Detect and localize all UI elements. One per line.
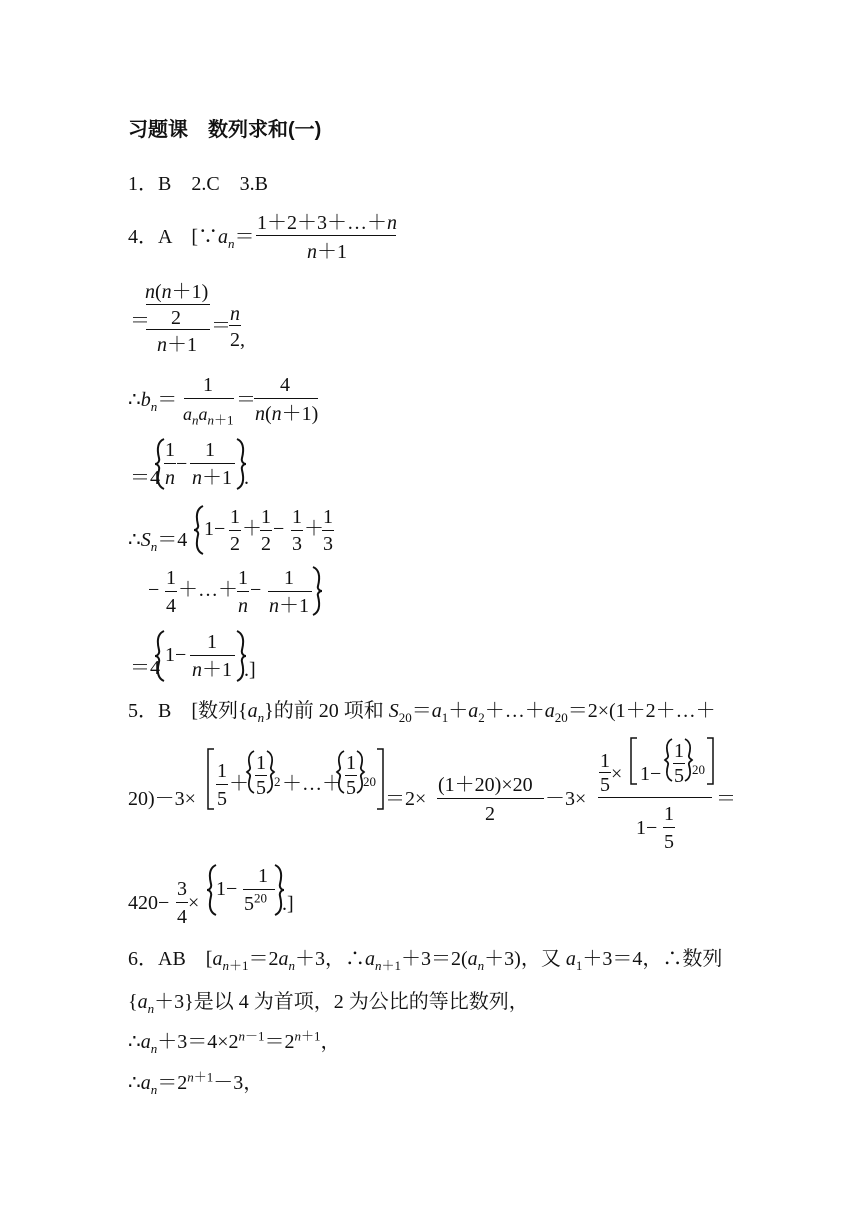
q5-f2-den: 5 — [256, 777, 266, 799]
q5-eq-2x: ＝2× — [385, 788, 427, 810]
left-bracket-icon — [630, 737, 638, 785]
fraction-bar — [165, 591, 177, 592]
q4-sn2-minus: − — [148, 579, 160, 601]
fraction-bar — [184, 398, 234, 399]
q4-sn-f3-num: 1 — [292, 506, 302, 528]
q4-final-num: 1 — [207, 631, 217, 653]
q4-sn2-minus2: − — [250, 579, 262, 601]
q4-final-prefix: ＝4 — [130, 657, 160, 679]
right-paren-icon — [266, 750, 274, 794]
q4-sn2-f3-den: n＋1 — [269, 595, 309, 617]
q4-sn-f1-num: 1 — [230, 506, 240, 528]
fraction-bar — [598, 797, 712, 798]
q5-bigf-a-num: 1 — [600, 750, 610, 772]
q4-sn-one: 1− — [204, 518, 226, 540]
fraction-bar — [663, 827, 675, 828]
page-title: 习题课 数列求和(一) — [128, 119, 322, 141]
left-paren-icon — [247, 750, 255, 794]
q5-final-close: .] — [282, 893, 294, 915]
q4-bn-label: $\therefore b_n=$ — [128, 389, 178, 414]
left-paren-icon — [665, 738, 673, 782]
fraction-bar — [216, 784, 228, 785]
q5-bigf-a-den: 5 — [600, 774, 610, 796]
q5-bigf-b-num: 1 — [674, 740, 684, 762]
q5-exp20: 20 — [363, 774, 376, 789]
q4-eq4-d: n＋1 — [192, 467, 232, 489]
q4-eq4-a: 1 — [165, 439, 175, 461]
fraction-bar — [176, 902, 188, 903]
q4-step2-eq: ＝ — [130, 310, 150, 332]
q5-dots: ＋…＋ — [282, 773, 342, 795]
fraction-bar — [254, 398, 318, 399]
answer-6-line1: 6．AB [$a_{n+1}=2a_n+3$，$\therefore a_{n+1}+3=2(a_n+3)$，又 $a_1+3=4$，∴数列 — [128, 948, 723, 973]
q4-fraction-denominator: n＋1 — [307, 241, 347, 263]
fraction-bar — [322, 530, 334, 531]
left-bracket-icon — [207, 748, 215, 810]
q4-sn2-dots: ＋…＋ — [178, 579, 238, 601]
q5-final-f1-num: 3 — [177, 878, 187, 900]
answer-5-line2-prefix: 20)－3× — [128, 788, 196, 810]
fraction-bar — [291, 530, 303, 531]
q4-sn2-f3-num: 1 — [284, 567, 294, 589]
right-bracket-icon — [376, 748, 384, 810]
q4-sn2-f2-den: n — [238, 595, 248, 617]
q4-eq4-period: . — [244, 467, 249, 489]
fraction-bar — [190, 463, 235, 464]
left-paren-icon — [155, 630, 165, 682]
answer-4-label: 4．A [$\because a_n=$ — [128, 226, 255, 251]
q5-f3-den: 5 — [346, 777, 356, 799]
answer-6-line4: $\therefore a_n=2^{n+1}-3$， — [128, 1069, 264, 1097]
answer-5-line1: 5．B [数列$\{a_n\}$的前 20 项和 $S_{20}=a_1+a_2+\dots+a_{20}=2\times(1+2+\dots+$ — [128, 700, 716, 725]
q5-plus1: ＋ — [229, 773, 249, 795]
q5-bigf-den-den: 5 — [664, 831, 674, 853]
q5-bigf-times: × — [611, 763, 623, 785]
fraction-bar — [164, 463, 176, 464]
answer-6-line3: $\therefore a_n+3=4\times 2^{n-1}=2^{n+1}$， — [128, 1028, 341, 1056]
q4-step2-eq2: ＝ — [211, 315, 231, 337]
q5-bigf-one: 1− — [640, 763, 662, 785]
q4-sn-f3-den: 3 — [292, 533, 302, 555]
q4-step2-inner-numerator: n(n＋1) — [145, 281, 209, 303]
q5-f3-num: 1 — [346, 752, 356, 774]
q5-f4-num: (1＋20)×20 — [438, 774, 533, 796]
q4-sn-f2-num: 1 — [261, 506, 271, 528]
q4-bn-den: $a_na_{n+1}$ — [183, 404, 234, 428]
q4-sn-f1-den: 2 — [230, 533, 240, 555]
q4-sn2-f2-num: 1 — [238, 567, 248, 589]
left-paren-icon — [194, 505, 204, 555]
q4-sn-plus2: ＋ — [304, 518, 324, 540]
q4-eq4-b: n — [165, 467, 175, 489]
q5-minus3x: －3× — [545, 788, 587, 810]
q4-step2-result-num: n — [230, 303, 240, 325]
q4-step2-inner-denominator: 2 — [171, 307, 181, 329]
fraction-bar — [190, 655, 235, 656]
fraction-bar — [437, 798, 544, 799]
right-bracket-icon — [706, 737, 714, 785]
q4-sn2-f1-num: 1 — [166, 567, 176, 589]
q4-sn-f4-den: 3 — [323, 533, 333, 555]
q4-bn-eq: ＝ — [236, 389, 256, 411]
q4-final-den: n＋1 — [192, 659, 232, 681]
left-paren-icon — [337, 750, 345, 794]
q5-bigf-den-num: 1 — [664, 803, 674, 825]
q4-final-close: .] — [244, 659, 256, 681]
q4-fraction-numerator: 1＋2＋3＋…＋n — [257, 212, 397, 234]
q4-sn-f2-den: 2 — [261, 533, 271, 555]
q4-bn-num: 1 — [203, 374, 213, 396]
q4-bn-num2: 4 — [280, 374, 290, 396]
fraction-bar — [237, 591, 249, 592]
fraction-bar — [229, 530, 241, 531]
q5-eq-end: ＝ — [716, 788, 736, 810]
fraction-bar — [268, 591, 312, 592]
fraction-bar — [146, 329, 210, 330]
fraction-bar — [256, 235, 396, 236]
q4-sn2-f1-den: 4 — [166, 595, 176, 617]
q4-bn-den2: n(n＋1) — [255, 403, 319, 425]
q5-exp2: 2 — [274, 774, 281, 789]
q5-f2-num: 1 — [256, 752, 266, 774]
q4-sn-plus1: ＋ — [242, 518, 262, 540]
q4-eq4-minus: − — [176, 453, 188, 475]
fraction-bar — [260, 530, 272, 531]
q5-final-f2-num: 1 — [258, 865, 268, 887]
q5-f1-den: 5 — [217, 788, 227, 810]
q5-final-f1-den: 4 — [177, 906, 187, 928]
q4-final-one: 1− — [165, 644, 187, 666]
q5-final-f2-den: $5^{20}$ — [244, 890, 267, 915]
q5-bigf-den-one: 1− — [636, 817, 658, 839]
fraction-bar — [146, 304, 210, 305]
q4-sn-label: $\therefore S_n=4$ — [128, 529, 188, 554]
answer-6-line2: $\{a_n+3\}$是以 4 为首项，2 为公比的等比数列， — [128, 991, 529, 1016]
q4-step2-result-den: 2, — [230, 329, 245, 351]
q4-sn-f4-num: 1 — [323, 506, 333, 528]
q5-final-one: 1− — [216, 878, 238, 900]
right-paren-icon — [312, 566, 322, 616]
left-paren-icon — [155, 438, 165, 490]
q5-final-prefix: 420− — [128, 892, 170, 914]
q5-final-times: × — [188, 892, 200, 914]
fraction-bar — [229, 325, 241, 326]
q5-f4-den: 2 — [485, 803, 495, 825]
q4-eq4-c: 1 — [205, 439, 215, 461]
q5-f1-num: 1 — [217, 760, 227, 782]
q4-step2-denominator: n＋1 — [157, 334, 197, 356]
q5-bigf-b-den: 5 — [674, 765, 684, 787]
q4-sn-minus1: − — [273, 518, 285, 540]
answer-1-3: 1．B 2.C 3.B — [128, 173, 269, 195]
q4-eq4-prefix: ＝4 — [130, 467, 160, 489]
right-paren-icon — [684, 738, 692, 782]
q5-bigf-exp: 20 — [692, 762, 705, 777]
